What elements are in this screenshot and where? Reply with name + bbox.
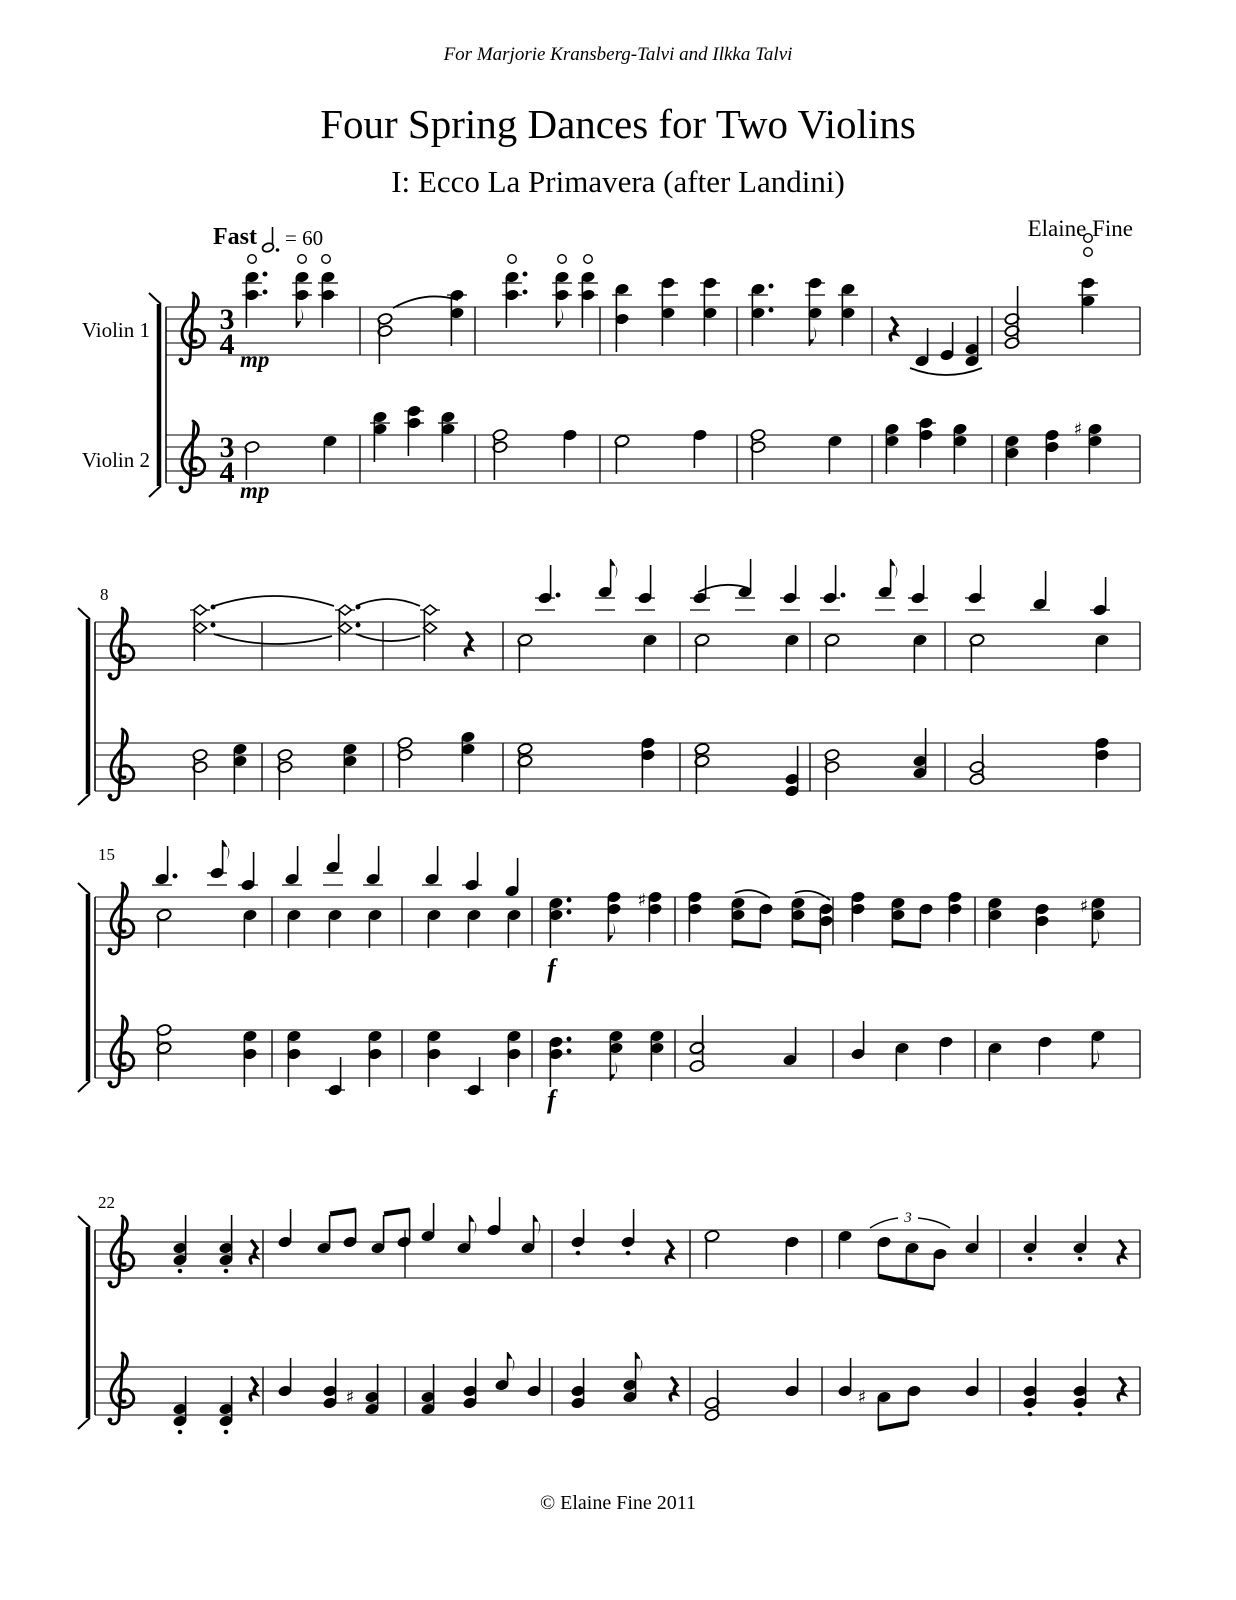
note bbox=[595, 559, 617, 610]
note bbox=[912, 728, 928, 780]
treble-clef-icon bbox=[108, 1016, 134, 1087]
harmonic-circle bbox=[248, 255, 257, 264]
note bbox=[327, 908, 343, 948]
note bbox=[396, 1209, 412, 1249]
note bbox=[207, 840, 229, 885]
treble-clef-icon bbox=[108, 729, 134, 800]
tempo-equals: = 60 bbox=[285, 226, 324, 250]
slur-tie bbox=[356, 634, 420, 641]
staff-violin1 bbox=[95, 608, 1140, 679]
note bbox=[964, 316, 980, 368]
treble-clef-icon bbox=[108, 883, 134, 954]
note bbox=[342, 1209, 358, 1249]
note bbox=[694, 633, 710, 673]
beam bbox=[330, 1210, 356, 1214]
note bbox=[192, 748, 208, 800]
note bbox=[156, 908, 172, 948]
dedication-text: For Marjorie Kransberg-Talvi and Ilkka Talvi bbox=[443, 44, 793, 65]
note bbox=[570, 1209, 586, 1255]
dynamic-marking: mp bbox=[240, 478, 270, 503]
staff-label-violin1: Violin 1 bbox=[81, 318, 150, 342]
note bbox=[692, 428, 708, 468]
note bbox=[420, 605, 440, 661]
note bbox=[370, 1215, 386, 1255]
note bbox=[420, 1364, 436, 1416]
dynamic-marking: f bbox=[547, 954, 556, 983]
sharp-accidental: ♯ bbox=[1073, 419, 1083, 440]
note bbox=[1094, 736, 1110, 788]
note bbox=[377, 312, 393, 364]
note bbox=[244, 440, 260, 480]
note bbox=[447, 288, 467, 346]
note bbox=[964, 1358, 980, 1398]
harmonic-circle bbox=[322, 255, 331, 264]
note bbox=[837, 1358, 853, 1398]
note bbox=[548, 896, 571, 948]
system-2 bbox=[78, 559, 1140, 805]
sharp-accidental: ♯ bbox=[1079, 896, 1089, 917]
svg-text:3: 3 bbox=[219, 431, 235, 464]
note bbox=[277, 1209, 293, 1249]
dynamic-marking: mp bbox=[240, 347, 270, 372]
note bbox=[152, 846, 178, 886]
note bbox=[884, 422, 900, 474]
note bbox=[492, 428, 508, 480]
note bbox=[462, 852, 482, 892]
harmonic-circle bbox=[584, 255, 593, 264]
note bbox=[824, 633, 840, 673]
quarter-rest-icon bbox=[1118, 1378, 1125, 1400]
tempo-word: Fast bbox=[213, 224, 257, 250]
harmonic-circle bbox=[1084, 234, 1093, 243]
sharp-accidental: ♯ bbox=[345, 1387, 355, 1408]
note bbox=[218, 1376, 234, 1434]
note bbox=[325, 1057, 345, 1097]
note bbox=[612, 282, 632, 352]
system-3 bbox=[78, 834, 1140, 1097]
note bbox=[918, 902, 934, 942]
note bbox=[938, 1035, 954, 1075]
quarter-rest-icon bbox=[465, 633, 472, 655]
note bbox=[438, 410, 458, 462]
note bbox=[904, 1241, 920, 1281]
slur-tie bbox=[356, 599, 420, 606]
note bbox=[642, 633, 658, 673]
note bbox=[218, 1215, 234, 1273]
dynamic-marking: f bbox=[547, 1085, 556, 1114]
note bbox=[850, 890, 866, 942]
note bbox=[1090, 1029, 1106, 1069]
note bbox=[464, 1057, 484, 1097]
sharp-accidental: ♯ bbox=[637, 890, 647, 911]
harmonic-circle bbox=[1084, 248, 1093, 257]
note bbox=[640, 736, 656, 788]
quarter-rest-icon bbox=[890, 318, 897, 340]
time-signature bbox=[220, 431, 235, 489]
note bbox=[916, 416, 936, 468]
note bbox=[460, 730, 476, 782]
note bbox=[780, 565, 800, 610]
note bbox=[1090, 896, 1106, 948]
quarter-rest-icon bbox=[670, 1378, 677, 1400]
measure-number: 15 bbox=[98, 845, 115, 864]
note bbox=[758, 902, 774, 942]
quarter-rest-icon bbox=[250, 1241, 257, 1263]
svg-text:3: 3 bbox=[219, 303, 235, 336]
note bbox=[420, 1203, 436, 1243]
note bbox=[932, 1247, 948, 1287]
note bbox=[426, 908, 442, 948]
svg-text:4: 4 bbox=[219, 456, 235, 489]
note bbox=[404, 404, 424, 456]
note bbox=[912, 633, 928, 673]
measure-number: 8 bbox=[100, 585, 109, 604]
composer-name: Elaine Fine bbox=[1027, 216, 1133, 241]
note bbox=[952, 422, 968, 474]
note bbox=[820, 565, 846, 610]
note bbox=[635, 565, 655, 610]
staff-violin1 bbox=[166, 293, 1140, 364]
note bbox=[562, 428, 578, 468]
note bbox=[850, 1021, 866, 1061]
note bbox=[969, 633, 985, 673]
note bbox=[1034, 902, 1050, 954]
note bbox=[316, 1215, 332, 1255]
note bbox=[784, 1358, 800, 1398]
note bbox=[805, 276, 825, 346]
note bbox=[784, 1235, 800, 1275]
note bbox=[906, 1384, 922, 1424]
note bbox=[322, 1358, 338, 1410]
note bbox=[172, 1376, 188, 1434]
quarter-rest-icon bbox=[1118, 1241, 1125, 1263]
note bbox=[1004, 434, 1020, 486]
note bbox=[517, 633, 533, 673]
note bbox=[342, 742, 358, 794]
harmonic-circle bbox=[298, 255, 307, 264]
time-signature bbox=[220, 303, 235, 361]
note bbox=[875, 559, 897, 610]
note bbox=[838, 282, 858, 346]
note bbox=[876, 1390, 892, 1430]
note bbox=[784, 746, 800, 798]
note bbox=[824, 748, 840, 800]
slur-tie bbox=[910, 368, 982, 375]
staff-violin1 bbox=[95, 1216, 1140, 1287]
note bbox=[606, 890, 622, 942]
system-1 bbox=[149, 234, 1140, 497]
note bbox=[939, 322, 955, 362]
note bbox=[286, 908, 302, 948]
triplet-mark bbox=[870, 1210, 950, 1228]
note bbox=[535, 565, 561, 610]
note bbox=[894, 1041, 910, 1081]
note bbox=[827, 434, 843, 474]
sharp-accidental: ♯ bbox=[857, 1387, 867, 1408]
staff-label-violin2: Violin 2 bbox=[81, 448, 150, 472]
note bbox=[622, 1352, 642, 1404]
note bbox=[735, 559, 755, 610]
note bbox=[517, 742, 533, 794]
harmonic-circle bbox=[508, 255, 517, 264]
note bbox=[364, 1364, 380, 1416]
svg-text:4: 4 bbox=[219, 328, 235, 361]
movement-title: I: Ecco La Primavera (after Landini) bbox=[391, 164, 845, 199]
note bbox=[363, 846, 383, 886]
treble-clef-icon bbox=[108, 1216, 134, 1287]
note bbox=[466, 908, 482, 948]
note bbox=[969, 734, 985, 786]
note bbox=[1078, 276, 1098, 334]
treble-clef-icon bbox=[179, 421, 205, 492]
beam bbox=[878, 1423, 908, 1429]
treble-clef-icon bbox=[179, 293, 205, 364]
note bbox=[647, 890, 663, 942]
note bbox=[277, 748, 293, 800]
note bbox=[748, 282, 774, 346]
note bbox=[700, 276, 720, 346]
quarter-rest-icon bbox=[250, 1378, 257, 1400]
note bbox=[172, 1215, 188, 1273]
note bbox=[570, 1358, 586, 1410]
note bbox=[782, 1027, 798, 1067]
note bbox=[422, 846, 442, 886]
quarter-rest-icon bbox=[666, 1241, 673, 1263]
note bbox=[282, 846, 302, 886]
note bbox=[1044, 428, 1060, 480]
staff-violin2 bbox=[95, 1353, 1140, 1424]
note bbox=[277, 1358, 293, 1398]
note bbox=[506, 908, 522, 948]
note bbox=[1004, 286, 1020, 350]
note bbox=[784, 633, 800, 673]
note bbox=[908, 565, 928, 610]
copyright-text: © Elaine Fine 2011 bbox=[539, 1492, 697, 1514]
system-4 bbox=[78, 1193, 1140, 1434]
note bbox=[190, 605, 216, 662]
note bbox=[504, 858, 520, 898]
slur-tie bbox=[214, 634, 332, 644]
note bbox=[1030, 571, 1050, 611]
note bbox=[232, 742, 248, 794]
note bbox=[614, 434, 630, 474]
note bbox=[658, 276, 678, 346]
page-title: Four Spring Dances for Two Violins bbox=[320, 101, 916, 147]
note bbox=[156, 1023, 172, 1081]
note bbox=[370, 410, 390, 462]
note bbox=[462, 1358, 478, 1410]
treble-clef-icon bbox=[108, 1353, 134, 1424]
beam bbox=[384, 1210, 410, 1214]
note bbox=[323, 834, 343, 885]
note bbox=[649, 1029, 665, 1081]
note bbox=[397, 736, 413, 788]
note bbox=[876, 1235, 892, 1275]
note bbox=[548, 1035, 571, 1087]
note bbox=[456, 1215, 476, 1255]
note bbox=[1094, 633, 1110, 673]
staff-violin2 bbox=[166, 421, 1140, 492]
note bbox=[750, 428, 766, 480]
measure-number: 22 bbox=[98, 1193, 115, 1212]
treble-clef-icon bbox=[108, 608, 134, 679]
note bbox=[704, 1229, 720, 1269]
note bbox=[987, 896, 1003, 948]
note bbox=[238, 852, 258, 892]
note bbox=[526, 1358, 542, 1398]
note bbox=[486, 1197, 502, 1237]
note bbox=[965, 565, 985, 610]
note bbox=[914, 328, 930, 368]
note bbox=[494, 1352, 514, 1392]
slur-tie bbox=[393, 296, 458, 308]
note bbox=[987, 1041, 1003, 1081]
note bbox=[608, 1029, 624, 1081]
harmonic-circle bbox=[558, 255, 567, 264]
note bbox=[704, 1370, 720, 1422]
note bbox=[1090, 577, 1110, 617]
note bbox=[1037, 1035, 1053, 1075]
note bbox=[520, 1215, 540, 1255]
note bbox=[947, 890, 963, 942]
note bbox=[837, 1229, 853, 1269]
note bbox=[687, 890, 703, 942]
note bbox=[620, 1209, 636, 1255]
note bbox=[367, 908, 383, 948]
slur-tie bbox=[214, 596, 334, 606]
note bbox=[964, 1215, 980, 1255]
note bbox=[694, 742, 710, 794]
note bbox=[322, 434, 338, 474]
note bbox=[689, 1015, 705, 1073]
note bbox=[1087, 422, 1103, 474]
svg-text:3: 3 bbox=[904, 1210, 912, 1226]
note bbox=[335, 605, 361, 662]
note bbox=[242, 908, 258, 948]
